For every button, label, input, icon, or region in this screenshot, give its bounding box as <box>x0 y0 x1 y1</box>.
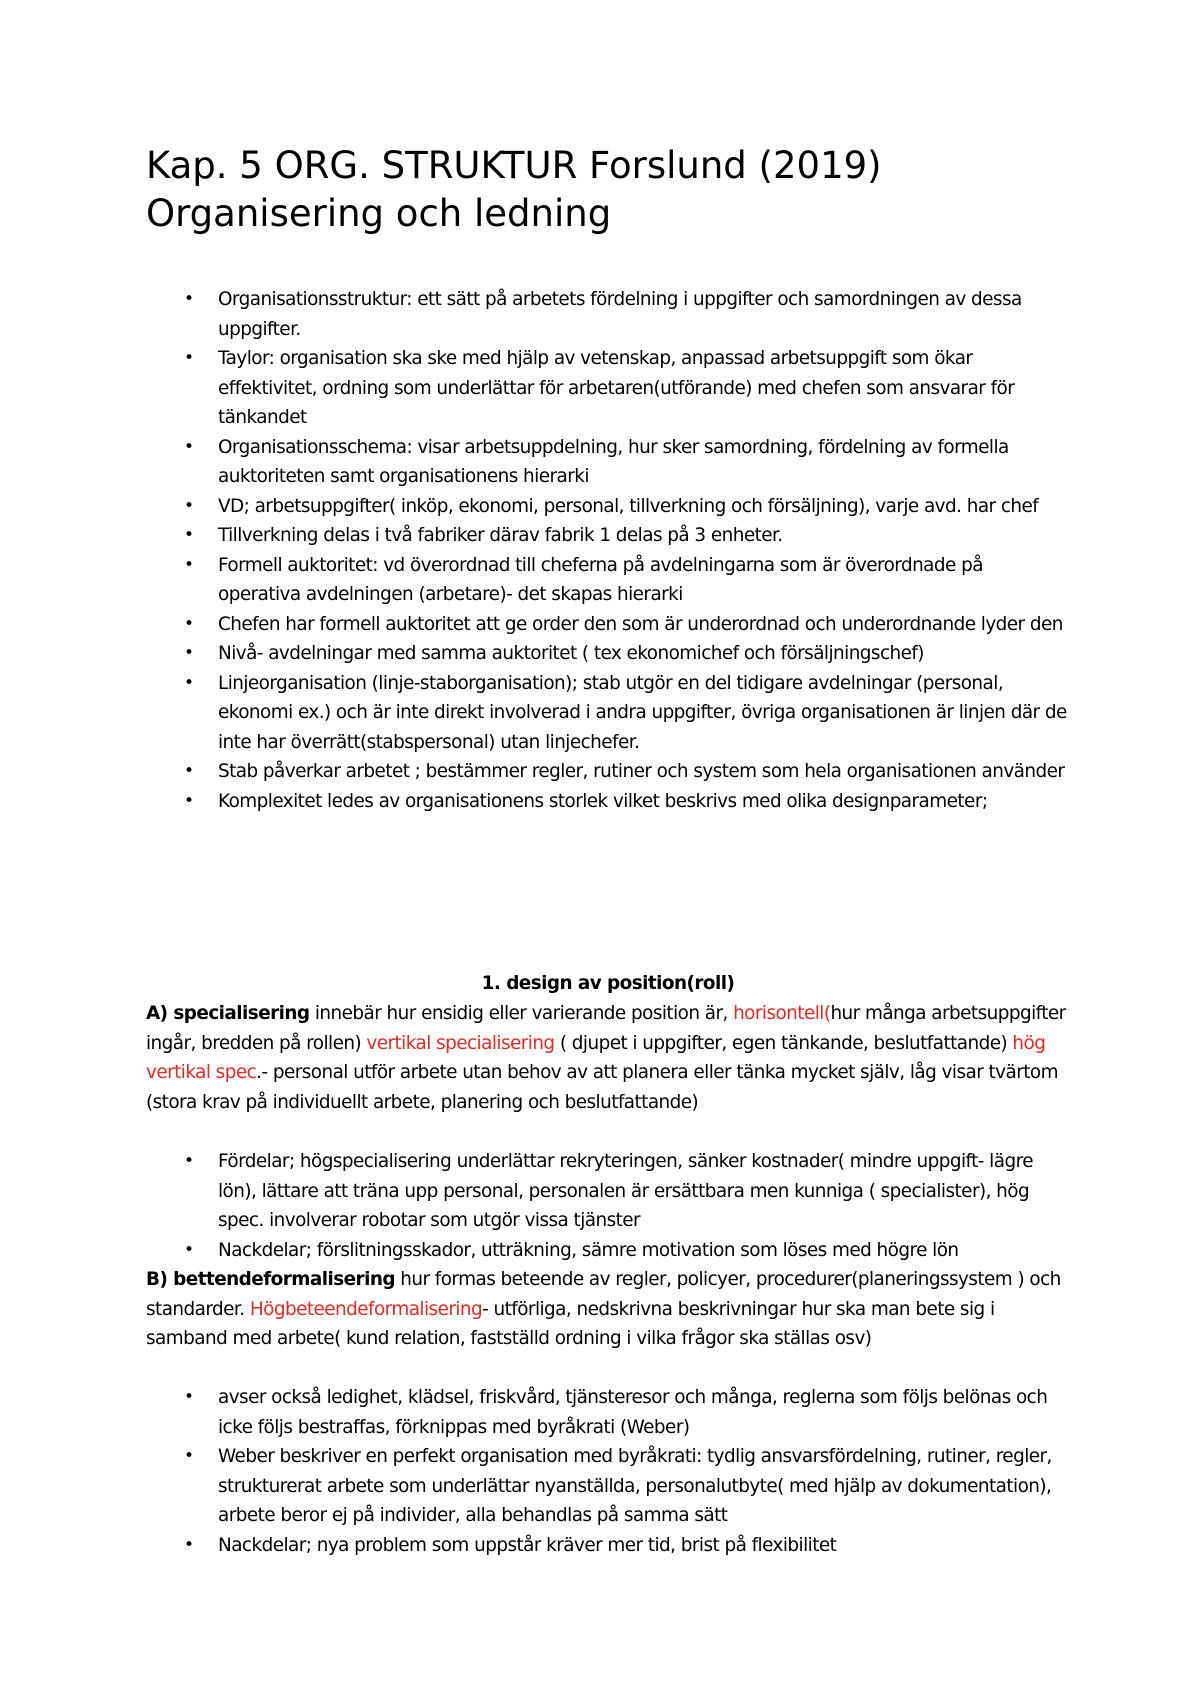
section-heading: 1. design av position(roll) <box>481 973 735 994</box>
list-item-text: Komplexitet ledes av organisationens storlek vilket beskrivs med olika designparameter; <box>218 790 988 812</box>
list-item <box>146 757 1070 787</box>
bullet-list-3 <box>146 1383 1070 1560</box>
list-item <box>146 610 1070 640</box>
bullet-icon: • <box>184 348 194 368</box>
list-item <box>146 1531 1070 1561</box>
bullet-icon: • <box>184 1446 194 1466</box>
list-item-text: Weber beskriver en perfekt organisation med byråkrati: tydlig ansvarsfördelning, rutiner, regler, strukturerat arbete som underlättar nyanställda, personalutbyte( med hjälp av dokumentation), arbete beror ej på individer, alla behandlas på samma sätt <box>218 1446 1052 1526</box>
list-item-text: Formell auktoritet: vd överordnad till cheferna på avdelningarna som är överordnade på operativa avdelningen (arbetare)- det skapas hierarki <box>218 554 983 605</box>
list-item-text: Tillverkning delas i två fabriker därav fabrik 1 delas på 3 enheter. <box>218 525 783 546</box>
list-item-text: Fördelar; högspecialisering underlättar rekryteringen, sänker kostnader( mindre uppgift- lägre lön), lättare att träna upp personal, personalen är ersättbara men kunniga ( specialister), hög spec. involverar robotar som utgör vissa tjänster <box>218 1151 1033 1231</box>
bullet-icon: • <box>184 1387 194 1407</box>
list-item-text: Nivå- avdelningar med samma auktoritet ( tex ekonomichef och försäljningschef) <box>218 643 924 664</box>
title-line-2: Organisering och ledning <box>146 192 612 235</box>
list-item-text: Chefen har formell auktoritet att ge order den som är underordnad och underordnande lyder den <box>218 613 1063 635</box>
list-item <box>146 787 1070 817</box>
list-item-text: Nackdelar; nya problem som uppstår kräver mer tid, brist på flexibilitet <box>218 1534 837 1556</box>
bullet-list-2 <box>146 1147 1070 1265</box>
bullet-icon: • <box>184 761 194 781</box>
bullet-icon: • <box>184 643 194 663</box>
highlight-text: Högbeteendeformalisering <box>249 1298 483 1320</box>
list-item <box>146 669 1070 758</box>
list-item-text: Stab påverkar arbetet ; bestämmer regler, rutiner och system som hela organisationen använder <box>218 761 1065 782</box>
highlight-text: hög vertikal spec <box>146 1032 1046 1083</box>
list-item-text: Organisationsstruktur: ett sätt på arbetets fördelning i uppgifter och samordningen av dessa uppgifter. <box>218 289 1022 340</box>
list-item-text: Organisationsschema: visar arbetsuppdelning, hur sker samordning, fördelning av formella auktoriteten samt organisationens hierarki <box>218 436 1009 487</box>
title-line-1: Kap. 5 ORG. STRUKTUR Forslund (2019) <box>146 144 882 187</box>
paragraph-text: ( djupet i uppgifter, egen tänkande, beslutfattande) <box>554 1032 1013 1054</box>
paragraph-text: - utförliga, nedskrivna beskrivningar hur ska man bete sig i samband med arbete( kund relation, fastställd ordning i vilka frågor ska ställas osv) <box>146 1298 995 1349</box>
paragraph-specialisering <box>146 999 1070 1117</box>
highlight-text: horisontell( <box>733 1003 831 1024</box>
paragraph-text: innebär hur ensidig eller varierande position är, <box>309 1003 734 1024</box>
list-item <box>146 1442 1070 1531</box>
list-item <box>146 1383 1070 1442</box>
document-title <box>146 142 1126 238</box>
list-item-text: Nackdelar; förslitningsskador, utträkning, sämre motivation som löses med högre lön <box>218 1239 959 1261</box>
list-item <box>146 551 1070 610</box>
bullet-icon: • <box>184 525 194 545</box>
paragraph-label: B) bettendeformalisering <box>146 1269 395 1290</box>
list-item <box>146 492 1070 522</box>
bullet-icon: • <box>184 613 194 634</box>
bullet-list-1 <box>146 285 1070 816</box>
bullet-icon: • <box>184 1534 194 1555</box>
list-item-text: VD; arbetsuppgifter( inköp, ekonomi, personal, tillverkning och försäljning), varje avd. har chef <box>218 495 1039 517</box>
bullet-icon: • <box>184 790 194 811</box>
list-item <box>146 639 1070 669</box>
list-item <box>146 433 1070 492</box>
highlight-text: vertikal specialisering <box>366 1032 555 1054</box>
paragraph-text: hur många arbetsuppgifter ingår, bredden på rollen) <box>146 1003 1066 1054</box>
bullet-icon: • <box>184 1151 194 1171</box>
paragraph-text: .- personal utför arbete utan behov av att planera eller tänka mycket själv, låg visar tvärtom (stora krav på individuellt arbete, planering och beslutfattande) <box>146 1062 1058 1113</box>
paragraph-text: hur formas beteende av regler, policyer, procedurer(planeringssystem ) och standarder. <box>146 1269 1061 1320</box>
bullet-icon: • <box>184 672 194 693</box>
list-item-text: Taylor: organisation ska ske med hjälp av vetenskap, anpassad arbetsuppgift som ökar effektivitet, ordning som underlättar för arbetaren(utförande) med chefen som ansvarar för tänkandet <box>218 348 1015 428</box>
list-item-text: avser också ledighet, klädsel, friskvård, tjänsteresor och många, reglerna som följs belönas och icke följs bestraffas, förknippas med byråkrati (Weber) <box>218 1387 1048 1438</box>
list-item <box>146 521 1070 551</box>
list-item <box>146 285 1070 344</box>
list-item <box>146 1147 1070 1236</box>
bullet-icon: • <box>184 554 194 575</box>
bullet-icon: • <box>184 436 194 457</box>
list-item <box>146 1236 1070 1266</box>
bullet-icon: • <box>184 289 194 309</box>
paragraph-beteendeformalisering <box>146 1265 1070 1354</box>
paragraph-label: A) specialisering <box>146 1003 310 1024</box>
bullet-icon: • <box>184 1239 194 1260</box>
list-item-text: Linjeorganisation (linje-staborganisation); stab utgör en del tidigare avdelningar (personal, ekonomi ex.) och är inte direkt involverad i andra uppgifter, övriga organisationen är linjen där de inte har överrätt(stabspersonal) utan linjechefer. <box>218 672 1067 753</box>
bullet-icon: • <box>184 495 194 516</box>
list-item <box>146 344 1070 433</box>
